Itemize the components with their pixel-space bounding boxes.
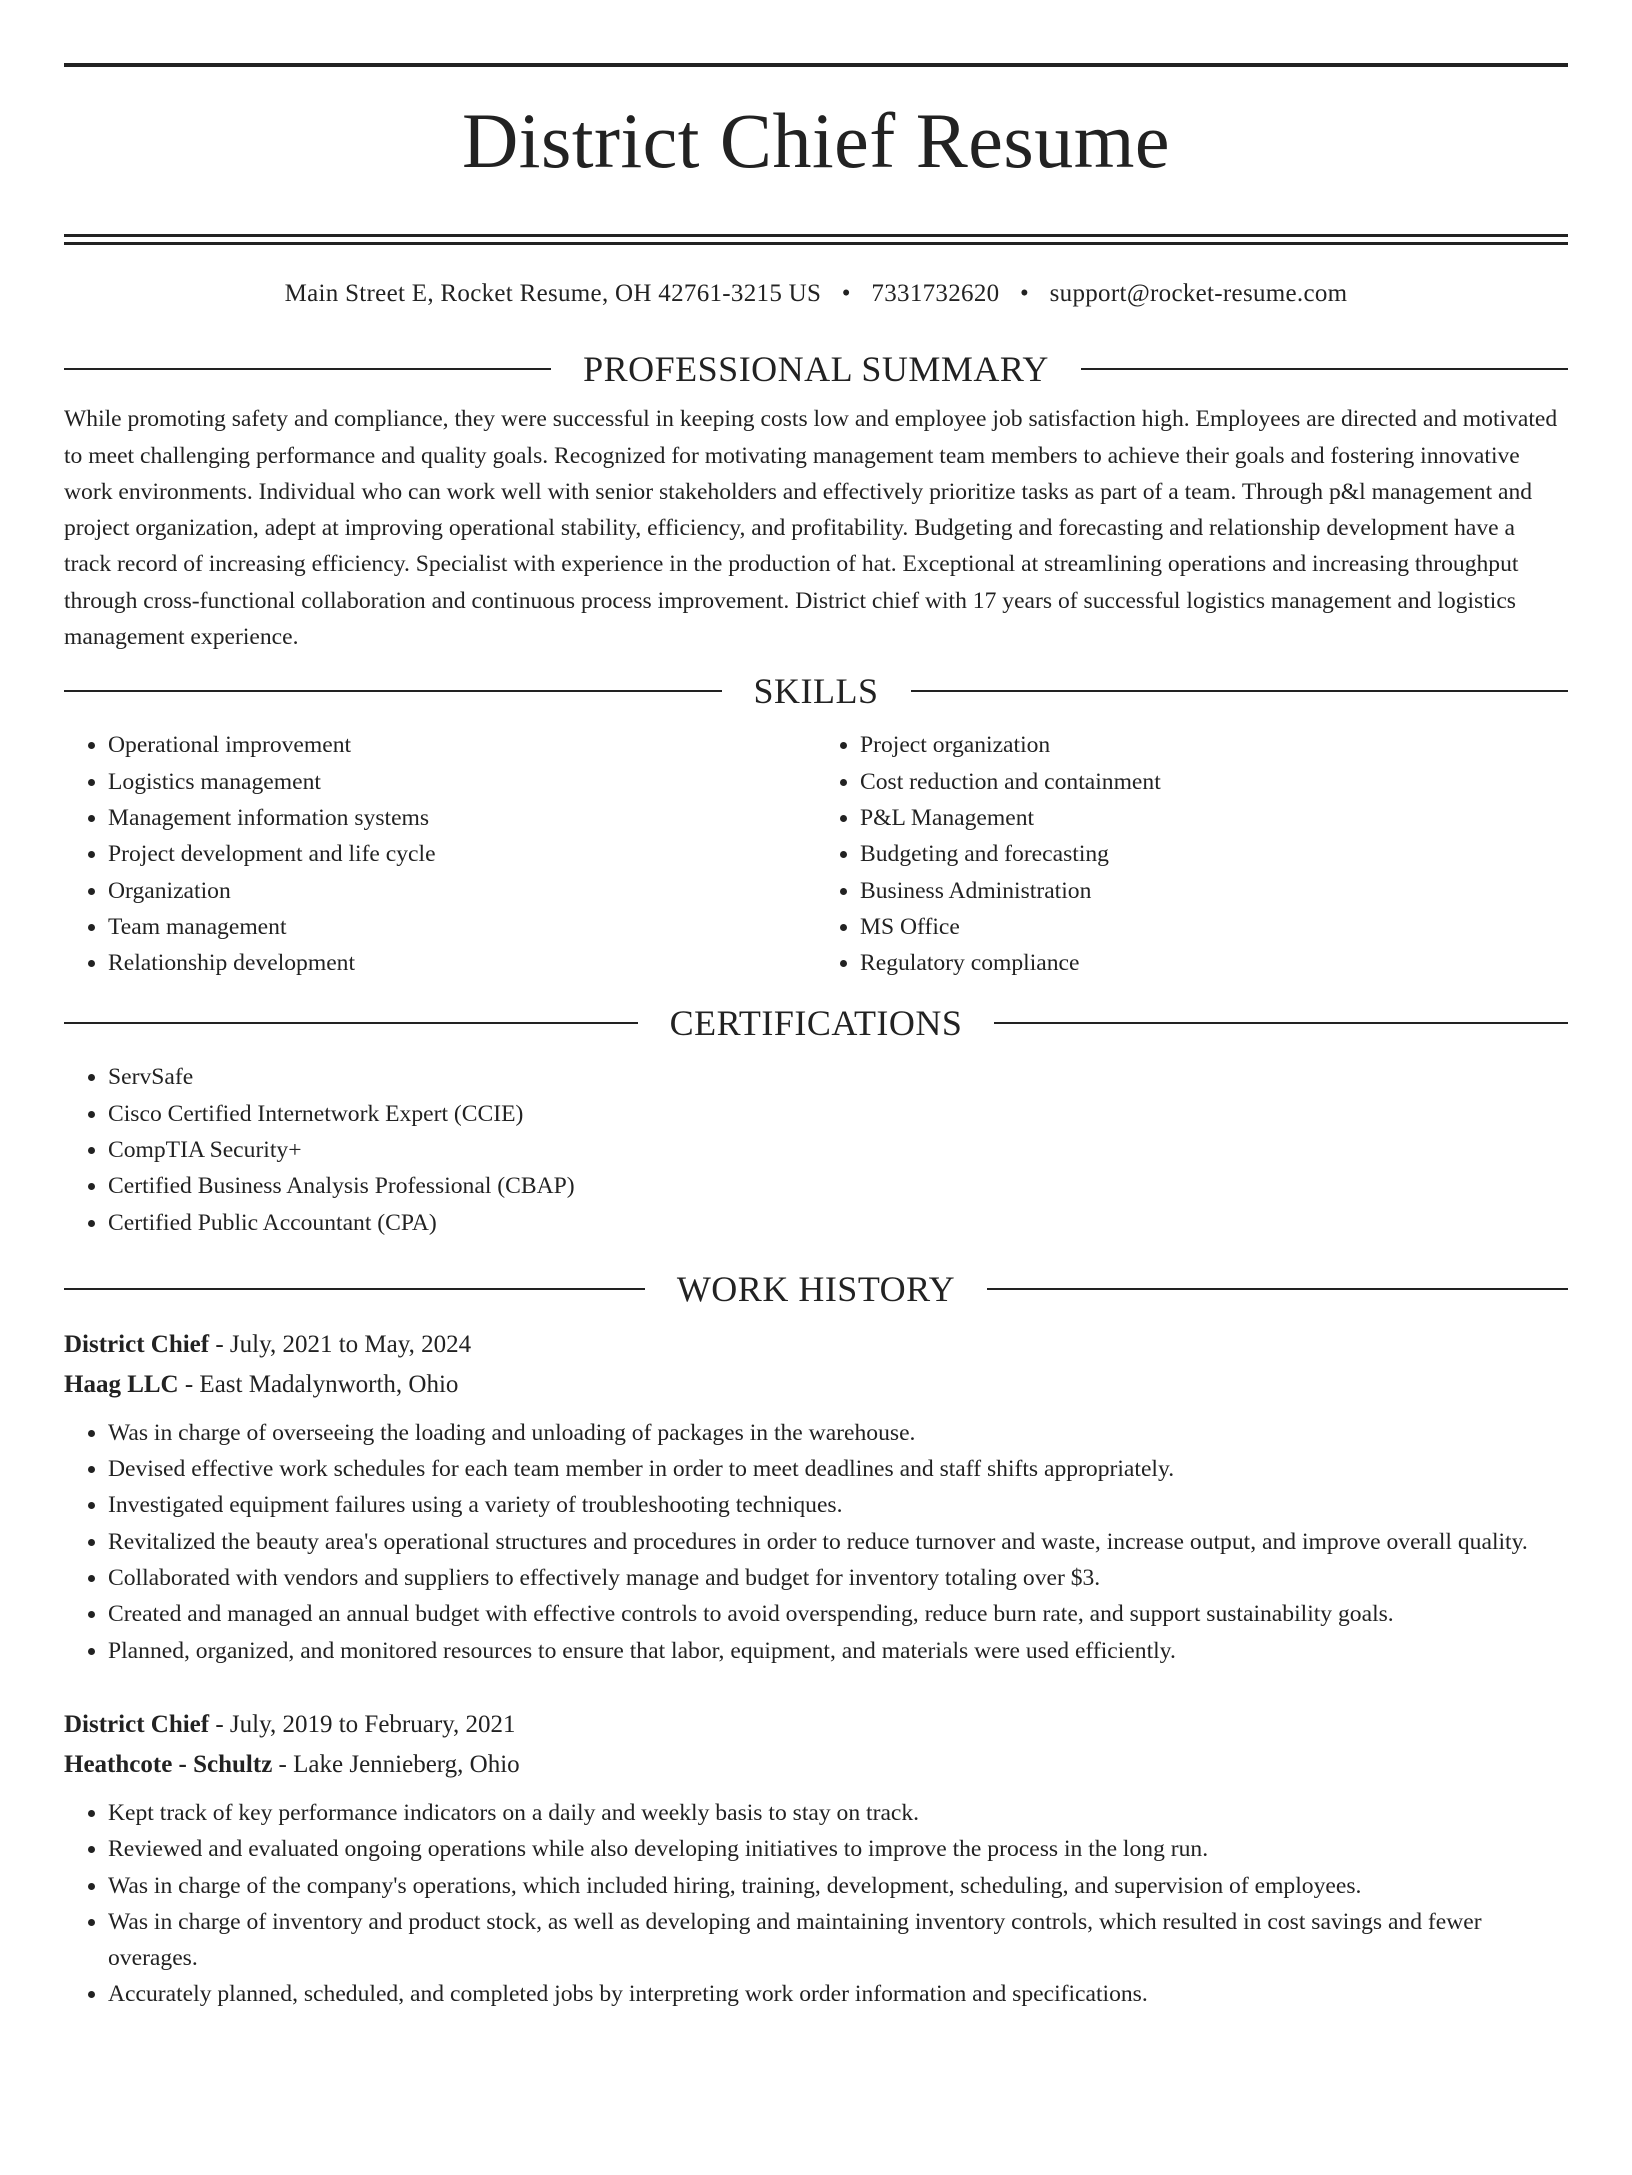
skill-item: • Business Administration [860, 873, 1568, 909]
job-location: - East Madalynworth, Ohio [178, 1370, 459, 1398]
job-entry [64, 1325, 1568, 1669]
job-location: - Lake Jennieberg, Ohio [272, 1750, 520, 1778]
skills-list-right [816, 727, 1568, 981]
job-duty-item: • Was in charge of overseeing the loading and unloading of packages in the warehouse. [108, 1415, 1568, 1451]
job-duty-item: • Devised effective work schedules for each team member in order to meet deadlines and staff shifts appropriately. [108, 1451, 1568, 1487]
contact-separator: • [1019, 280, 1030, 308]
summary-text: While promoting safety and compliance, they were successful in keeping costs low and employee job satisfaction high. Employees are directed and motivated to meet challenging performance and quality goals. Recognized for motivating management team members to achieve their goals and fostering innovative work environments. Individual who can work well with senior stakeholders and effectively prioritize tasks as part of a team. Through p&l management and project organization, adept at improving operational stability, efficiency, and profitability. Budgeting and forecasting and relationship development have a track record of increasing efficiency. Specialist with experience in the production of hat. Exceptional at streamlining operations and increasing throughput through cross-functional collaboration and continuous process improvement. District chief with 17 years of successful logistics management and logistics management experience. [64, 406, 1558, 651]
skill-item: • Project organization [860, 727, 1568, 763]
heading-rule [64, 1288, 645, 1290]
section-title: PROFESSIONAL SUMMARY [583, 349, 1049, 390]
job-duty-item: • Revitalized the beauty area's operational structures and procedures in order to reduce turnover and waste, increase output, and improve overall quality. [108, 1524, 1568, 1560]
resume-title: District Chief Resume [461, 97, 1171, 184]
heading-rule [987, 1288, 1568, 1290]
job-company: Haag LLC [64, 1370, 179, 1398]
skill-item: • Operational improvement [108, 727, 816, 763]
job-duties-list [64, 1795, 1568, 2013]
skill-item: • Budgeting and forecasting [860, 836, 1568, 872]
contact-line [64, 279, 1568, 309]
contact-email: support@rocket-resume.com [1049, 280, 1348, 308]
job-company-line [64, 1365, 1568, 1405]
certification-item: • Cisco Certified Internetwork Expert (CCIE) [108, 1096, 1568, 1132]
job-duties-list [64, 1415, 1568, 1669]
section-heading-summary [64, 347, 1568, 391]
section-heading-skills [64, 669, 1568, 713]
work-history [64, 1325, 1568, 2013]
section-title: SKILLS [753, 671, 879, 712]
job-duty-item: • Was in charge of inventory and product stock, as well as developing and maintaining inventory controls, which resulted in cost savings and fewer overages. [108, 1904, 1568, 1977]
job-entry [64, 1705, 1568, 2013]
skill-item: • Organization [108, 873, 816, 909]
section-heading-work-history [64, 1267, 1568, 1311]
skills-column-right [816, 727, 1568, 981]
resume-page [0, 63, 1632, 2175]
section-title: WORK HISTORY [676, 1268, 956, 1309]
certification-item: • ServSafe [108, 1059, 1568, 1095]
title-double-rule [64, 234, 1568, 245]
section-heading-certifications [64, 1001, 1568, 1045]
skill-item: • Regulatory compliance [860, 945, 1568, 981]
job-company: Heathcote - Schultz [64, 1750, 273, 1778]
job-title: District Chief [64, 1330, 210, 1358]
certifications-list [64, 1059, 1568, 1240]
skill-item: • Logistics management [108, 764, 816, 800]
job-dates: - July, 2021 to May, 2024 [209, 1330, 472, 1358]
heading-rule [64, 1022, 638, 1024]
heading-rule [64, 690, 722, 692]
job-duty-item: • Kept track of key performance indicators on a daily and weekly basis to stay on track. [108, 1795, 1568, 1831]
skill-item: • Cost reduction and containment [860, 764, 1568, 800]
contact-separator: • [841, 280, 851, 308]
heading-rule [911, 690, 1569, 692]
job-duty-item: • Collaborated with vendors and suppliers to effectively manage and budget for inventory totaling over $3. [108, 1560, 1568, 1596]
contact-address: Main Street E, Rocket Resume, OH 42761-3215 US [284, 280, 822, 308]
job-duty-item: • Accurately planned, scheduled, and completed jobs by interpreting work order information and specifications. [108, 1976, 1568, 2012]
skill-item: • Management information systems [108, 800, 816, 836]
job-duty-item: • Was in charge of the company's operations, which included hiring, training, development, scheduling, and supervision of employees. [108, 1868, 1568, 1904]
skills-list-left [64, 727, 816, 981]
job-duty-item: • Investigated equipment failures using a variety of troubleshooting techniques. [108, 1487, 1568, 1523]
job-dates: - July, 2019 to February, 2021 [209, 1710, 516, 1738]
skill-item: • Project development and life cycle [108, 836, 816, 872]
job-title-line [64, 1705, 1568, 1745]
skill-item: • MS Office [860, 909, 1568, 945]
heading-rule [64, 368, 551, 370]
job-title: District Chief [64, 1710, 210, 1738]
top-rule [64, 63, 1568, 67]
skill-item: • Relationship development [108, 945, 816, 981]
heading-rule [994, 1022, 1568, 1024]
certifications [64, 1059, 1568, 1240]
skill-item: • P&L Management [860, 800, 1568, 836]
skills-columns [64, 727, 1568, 981]
job-title-line [64, 1325, 1568, 1365]
certification-item: • Certified Business Analysis Professional (CBAP) [108, 1168, 1568, 1204]
job-duty-item: • Planned, organized, and monitored resources to ensure that labor, equipment, and materials were used efficiently. [108, 1633, 1568, 1669]
skill-item: • Team management [108, 909, 816, 945]
job-company-line [64, 1745, 1568, 1785]
certification-item: • Certified Public Accountant (CPA) [108, 1205, 1568, 1241]
certification-item: • CompTIA Security+ [108, 1132, 1568, 1168]
heading-rule [1081, 368, 1568, 370]
section-title: CERTIFICATIONS [669, 1003, 963, 1044]
job-duty-item: • Reviewed and evaluated ongoing operations while also developing initiatives to improve the process in the long run. [108, 1831, 1568, 1867]
contact-phone: 7331732620 [871, 280, 1000, 308]
skills-column-left [64, 727, 816, 981]
job-duty-item: • Created and managed an annual budget with effective controls to avoid overspending, reduce burn rate, and support sustainability goals. [108, 1596, 1568, 1632]
